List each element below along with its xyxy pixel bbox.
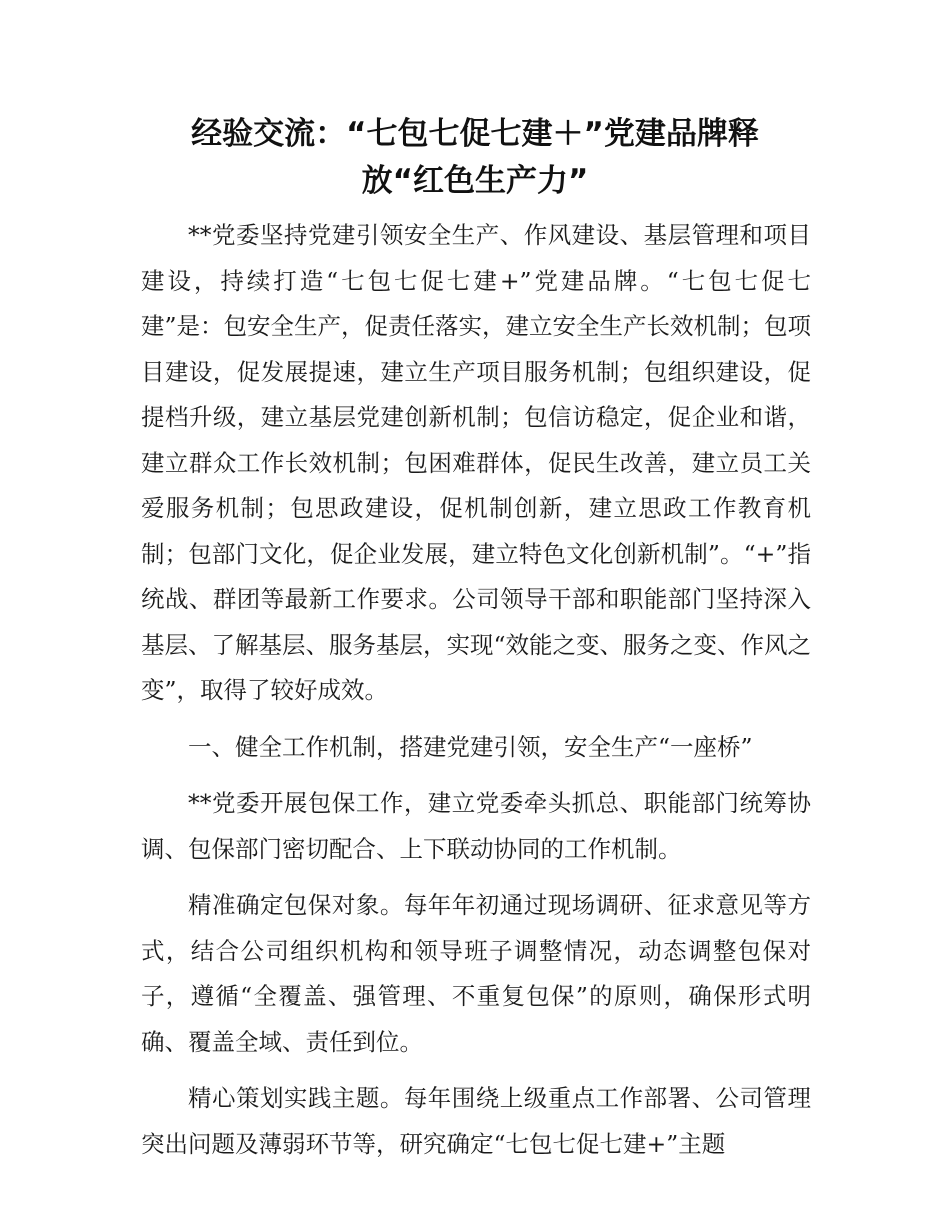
document-title-line-2: 放“红色生产力” xyxy=(361,163,589,199)
body-paragraph: **党委开展包保工作，建立党委牵头抓总、职能部门统筹协调、包保部门密切配合、上下联动协同的工作机制。 xyxy=(141,789,811,863)
body-paragraph: 精心策划实践主题。每年围绕上级重点工作部署、公司管理突出问题及薄弱环节等，研究确定“七包七促七建+”主题 xyxy=(141,1084,811,1158)
body-paragraph: 精准确定包保对象。每年年初通过现场调研、征求意见等方式，结合公司组织机构和领导班子调整情况，动态调整包保对子，遵循“全覆盖、强管理、不重复包保”的原则，确保形式明确、覆盖全域、责任到位。 xyxy=(141,891,811,1056)
intro-paragraph: **党委坚持党建引领安全生产、作风建设、基层管理和项目建设，持续打造“七包七促七建+”党建品牌。“七包七促七建”是：包安全生产，促责任落实，建立安全生产长效机制；包项目建设，促发展提速，建立生产项目服务机制；包组织建设，促提档升级，建立基层党建创新机制；包信访稳定，促企业和谐，建立群众工作长效机制；包困难群体，促民生改善，建立员工关爱服务机制；包思政建设，促机制创新，建立思政工作教育机制；包部门文化，促企业发展，建立特色文化创新机制”。“+”指统战、群团等最新工作要求。公司领导干部和职能部门坚持深入基层、了解基层、服务基层，实现“效能之变、服务之变、作风之变”，取得了较好成效。 xyxy=(141,221,812,704)
section-heading-1: 一、健全工作机制，搭建党建引领，安全生产“一座桥” xyxy=(188,732,753,761)
document-title-line-1: 经验交流：“七包七促七建＋”党建品牌释 xyxy=(191,116,759,152)
document-body xyxy=(141,213,811,1178)
